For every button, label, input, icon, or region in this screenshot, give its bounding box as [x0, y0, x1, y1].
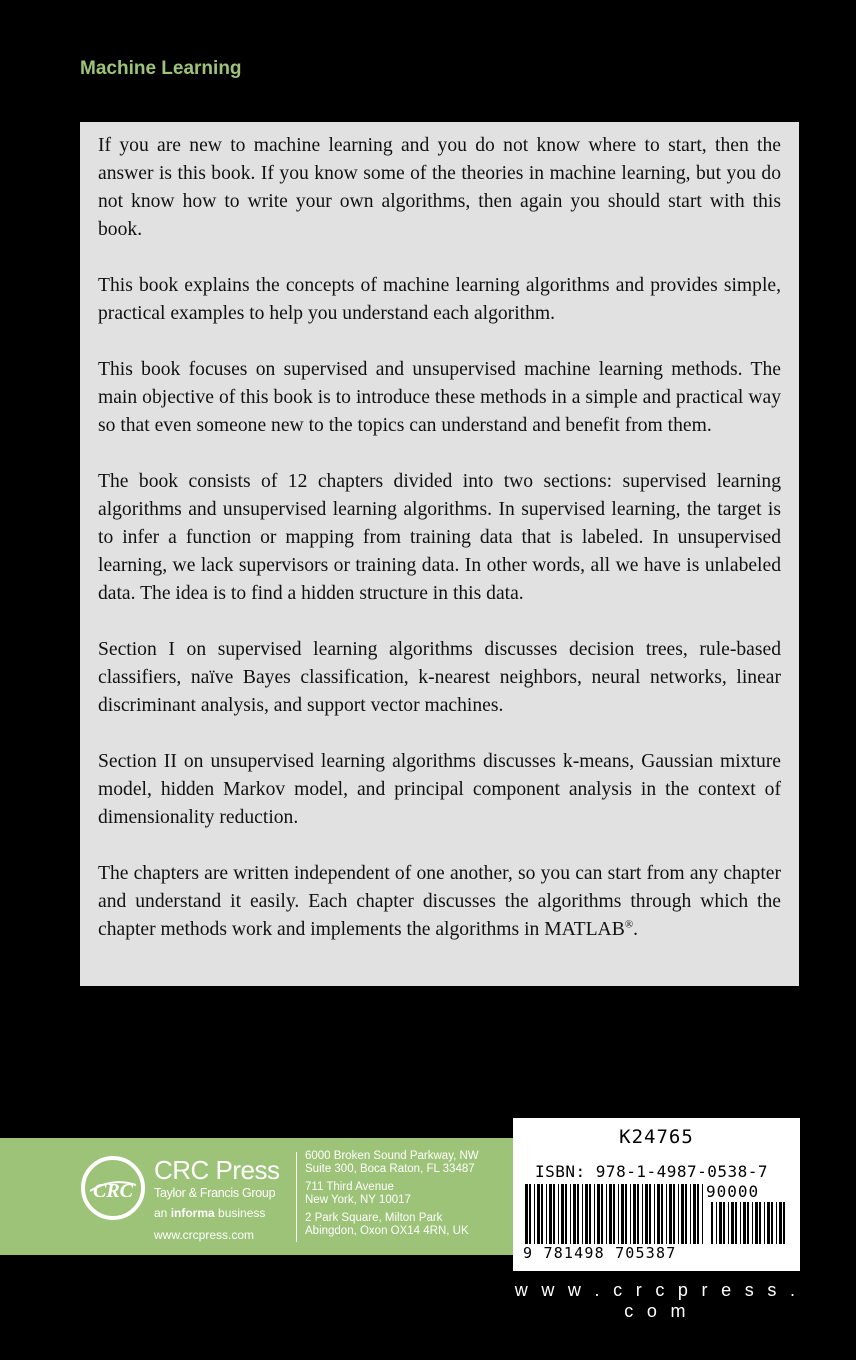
- blurb-paragraph-6: Section II on unsupervised learning algorithms discusses k-means, Gaussian mixture model, hidden Markov model, and principal component analysis in the context of dimensionality reduction.: [98, 751, 781, 828]
- address-line-6: Abingdon, Oxon OX14 4RN, UK: [305, 1225, 469, 1237]
- blurb-paragraph-5: Section I on supervised learning algorithms discusses decision trees, rule-based classifiers, naïve Bayes classification, k-nearest neighbors, neural networks, linear discriminant analysis, and support vector machines.: [98, 639, 781, 716]
- barcode-digits: 9 781498 705387: [523, 1244, 677, 1262]
- crc-logo-icon: [80, 1155, 146, 1221]
- blurb-paragraph-7-end: .: [633, 919, 639, 940]
- blurb-paragraph-1: If you are new to machine learning and you do not know where to start, then the answer is this book. If you know some of the theories in machine learning, but you do not know how to write your own algorithms, then again you should start with this book.: [98, 135, 781, 240]
- barcode-panel: [513, 1118, 800, 1271]
- publisher-name: CRC Press: [154, 1155, 280, 1185]
- blurb-paragraph-4: The book consists of 12 chapters divided into two sections: supervised learning algorithms and unsupervised learning algorithms. In supervised learning, the target is to infer a function or mapping from training data that is labeled. In unsupervised learning, we lack supervisors or training data. In other words, all we have is unlabeled data. The idea is to find a hidden structure in this data.: [98, 471, 781, 604]
- address-line-5: 2 Park Square, Milton Park: [305, 1212, 443, 1224]
- catalog-code: K24765: [619, 1126, 694, 1148]
- blurb-paragraph-7-text: The chapters are written independent of one another, so you can start from any chapter and understand it easily. Each chapter discusses the algorithms through which the chapter methods work and implements the algorithms in MATLAB: [98, 863, 781, 940]
- back-cover-blurb: [80, 122, 799, 986]
- publisher-website: www.crcpress.com: [154, 1228, 255, 1242]
- informa-suffix: business: [214, 1206, 266, 1220]
- barcode-bars-main: [525, 1184, 703, 1244]
- blurb-paragraph-3: This book focuses on supervised and unsupervised machine learning methods. The main objective of this book is to introduce these methods in a simple and practical way so that even someone new to the topics can understand and benefit from them.: [98, 359, 781, 436]
- informa-name: informa: [170, 1206, 215, 1220]
- isbn-text: ISBN: 978-1-4987-0538-7: [535, 1162, 769, 1181]
- blurb-paragraph-2: This book explains the concepts of machine learning algorithms and provides simple, practical examples to help you understand each algorithm.: [98, 275, 781, 324]
- address-line-3: 711 Third Avenue: [305, 1181, 394, 1193]
- address-divider: [296, 1152, 297, 1242]
- informa-prefix: an: [154, 1206, 171, 1220]
- crc-logo-text: CRC: [92, 1180, 134, 1202]
- category-label: Machine Learning: [80, 58, 242, 79]
- address-line-2: Suite 300, Boca Raton, FL 33487: [305, 1163, 475, 1175]
- publisher-band: [0, 1138, 513, 1255]
- footer-website: w w w . c r c p r e s s . c o m: [514, 1280, 800, 1321]
- price-code: 90000: [706, 1182, 760, 1201]
- registered-mark: ®: [624, 918, 634, 931]
- informa-tagline: [154, 1206, 265, 1220]
- address-line-1: 6000 Broken Sound Parkway, NW: [305, 1150, 479, 1162]
- blurb-paragraph-7: [98, 860, 781, 944]
- barcode-icon: [525, 1184, 795, 1246]
- barcode-bars-addon: [711, 1202, 785, 1244]
- address-line-4: New York, NY 10017: [305, 1194, 411, 1206]
- publisher-group: Taylor & Francis Group: [154, 1186, 276, 1200]
